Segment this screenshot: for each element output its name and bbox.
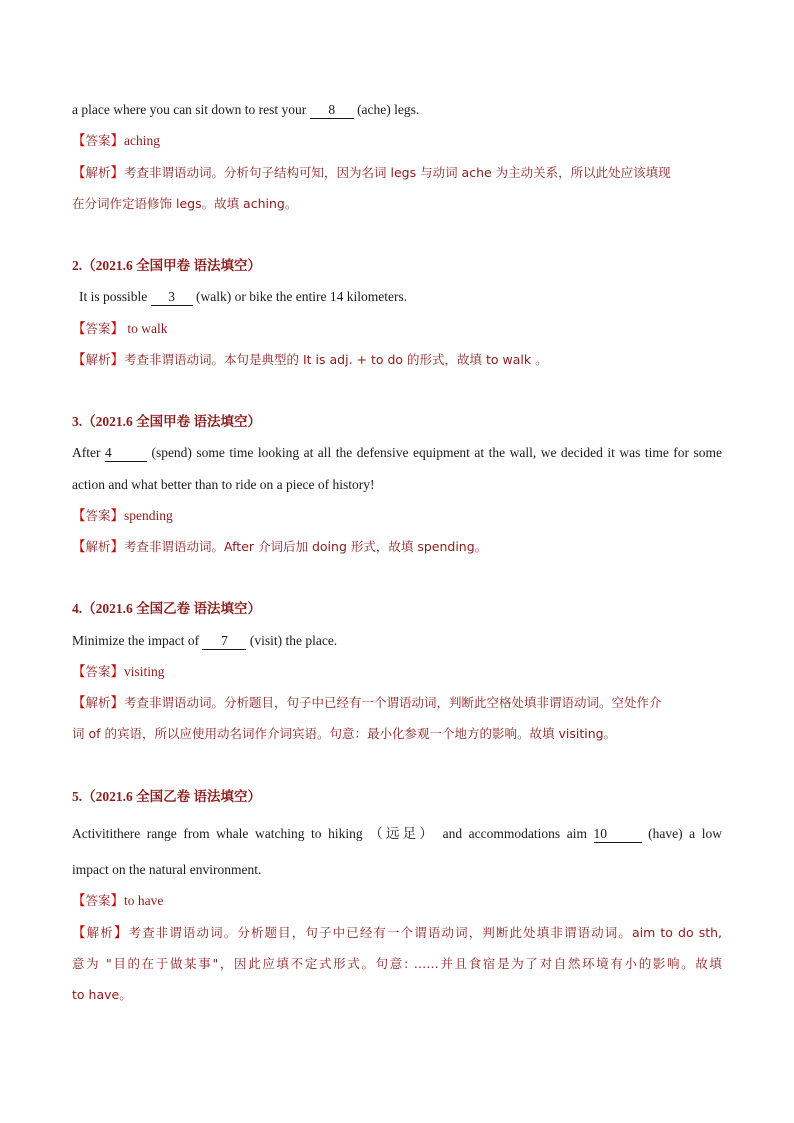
question-text: Minimize the impact of 7 (visit) the place. (72, 633, 338, 648)
answer-line: 【答案】aching (72, 133, 161, 148)
analysis-line-2: 意为 "目的在于做某事"，因此应填不定式形式。句意: ……并且食宿是为了对自然环境有小的影响。故填 (72, 956, 722, 971)
answer-value: to have (124, 893, 164, 908)
answer-line: 【答案】 to walk (72, 321, 168, 336)
analysis-line: 【解析】考查非谓语动词。After 介词后加 doing 形式，故填 spending。 (72, 539, 488, 554)
analysis-line: 【解析】考查非谓语动词。分析题目，句子中已经有一个谓语动词，判断此空格处填非谓语动词。空处作介 (72, 695, 662, 710)
question-text-2: action and what better than to ride on a piece of history! (72, 477, 375, 492)
answer-line: 【答案】spending (72, 508, 173, 523)
question-heading: 4.（2021.6 全国乙卷 语法填空） (72, 601, 261, 616)
question-heading: 5.（2021.6 全国乙卷 语法填空） (72, 789, 261, 804)
question-text: Activitithere range from whale watching to hiking （远足） and accommodations aim 10 (have) a low (72, 826, 722, 841)
question-text: a place where you can sit down to rest your 8 (ache) legs. (72, 102, 420, 117)
answer-blank: 8 (310, 102, 354, 119)
question-text: It is possible 3 (walk) or bike the entire 14 kilometers. (79, 289, 408, 304)
answer-value: to walk (124, 321, 168, 336)
analysis-line: 【解析】考查非谓语动词。本句是典型的 It is adj. + to do 的形式，故填 to walk 。 (72, 352, 548, 367)
analysis-line: 【解析】考查非谓语动词。分析句子结构可知，因为名词 legs 与动词 ache 为主动关系，所以此处应该填现 (72, 165, 671, 180)
answer-blank: 3 (151, 289, 193, 306)
answer-blank: 10 (594, 826, 642, 843)
analysis-line-3: to have。 (72, 987, 132, 1002)
analysis-line-2: 在分词作定语修饰 legs。故填 aching。 (72, 196, 298, 211)
answer-value: visiting (124, 664, 165, 679)
answer-line: 【答案】to have (72, 893, 164, 908)
question-text-2: impact on the natural environment. (72, 862, 262, 877)
question-heading: 2.（2021.6 全国甲卷 语法填空） (72, 258, 261, 273)
answer-blank: 4 (105, 445, 147, 462)
analysis-line: 【解析】考查非谓语动词。分析题目，句子中已经有一个谓语动词，判断此处填非谓语动词。aim to do sth, (72, 925, 722, 940)
analysis-line-2: 词 of 的宾语，所以应使用动名词作介词宾语。句意：最小化参观一个地方的影响。故填 visiting。 (72, 726, 617, 741)
answer-blank: 7 (202, 633, 246, 650)
answer-value: spending (124, 508, 173, 523)
answer-value: aching (124, 133, 161, 148)
question-heading: 3.（2021.6 全国甲卷 语法填空） (72, 414, 261, 429)
question-text: After 4 (spend) some time looking at all the defensive equipment at the wall, we decided it was time for some (72, 445, 723, 460)
answer-line: 【答案】visiting (72, 664, 165, 679)
